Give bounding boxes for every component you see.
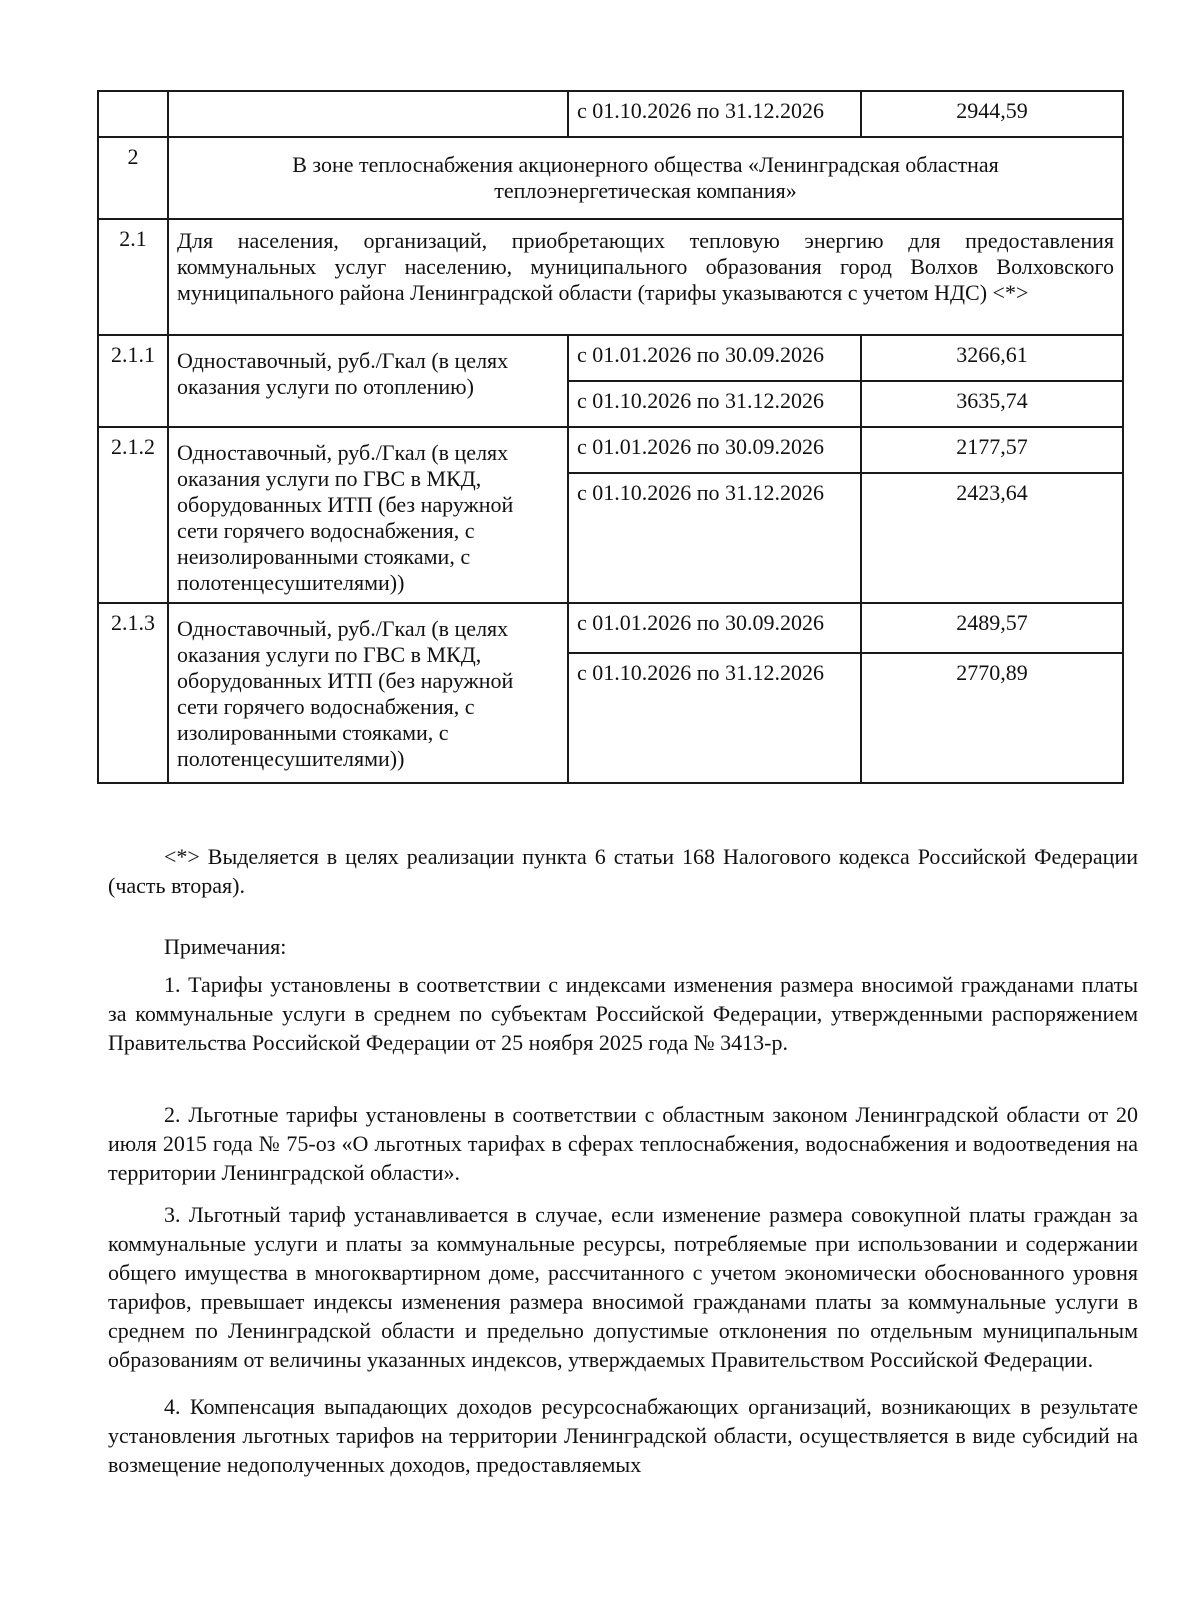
notes-title — [108, 932, 1138, 961]
row-number-cell — [98, 91, 168, 137]
tariff-table — [97, 90, 1124, 784]
notes-title-text: Примечания: — [164, 934, 287, 959]
table-row — [98, 335, 1123, 381]
description-cell: Одноставочный, руб./Гкал (в целях оказания услуги по отоплению) — [168, 335, 568, 427]
tariff-value-cell: 2423,64 — [861, 473, 1123, 603]
table-row — [98, 427, 1123, 473]
note-4 — [108, 1392, 1138, 1479]
table-row — [98, 91, 1123, 137]
row-number-cell: 2.1.2 — [98, 427, 168, 603]
tariff-value-cell: 2177,57 — [861, 427, 1123, 473]
note-text: 3. Льготный тариф устанавливается в случае, если изменение размера совокупной платы граждан за коммунальные услуги и платы за коммунальные ресурсы, потребляемые при использовании и содержании общего имущества в многоквартирном доме, рассчитанного с учетом экономически обоснованного уровня тарифов, превышает индексы изменения размера вносимой гражданами платы за коммунальные услуги в среднем по Ленинградской области и предельно допустимые отклонения по отдельным муниципальным образованиям от величины указанных индексов, утверждаемых Правительством Российской Федерации. — [108, 1202, 1138, 1372]
section-heading-cell: В зоне теплоснабжения акционерного общества «Ленинградская областная теплоэнергетическая компания» — [168, 137, 1123, 219]
footnote — [108, 842, 1138, 900]
note-3 — [108, 1200, 1138, 1374]
description-cell — [168, 91, 568, 137]
period-cell: с 01.01.2026 по 30.09.2026 — [568, 427, 861, 473]
row-number-cell: 2.1.3 — [98, 603, 168, 783]
row-number-cell: 2.1 — [98, 219, 168, 335]
note-2 — [108, 1100, 1138, 1187]
tariff-value-cell: 2944,59 — [861, 91, 1123, 137]
description-cell: Одноставочный, руб./Гкал (в целях оказания услуги по ГВС в МКД, оборудованных ИТП (без наружной сети горячего водоснабжения, с неизолированными стояками, с полотенцесушителями)) — [168, 427, 568, 603]
table-row — [98, 603, 1123, 653]
period-cell: с 01.01.2026 по 30.09.2026 — [568, 335, 861, 381]
period-cell: с 01.10.2026 по 31.12.2026 — [568, 91, 861, 137]
note-text: 1. Тарифы установлены в соответствии с индексами изменения размера вносимой гражданами платы за коммунальные услуги в среднем по субъектам Российской Федерации, утвержденными распоряжением Правительства Российской Федерации от 25 ноября 2025 года № 3413-р. — [108, 972, 1138, 1055]
period-cell: с 01.10.2026 по 31.12.2026 — [568, 653, 861, 783]
table-row — [98, 219, 1123, 335]
row-number-cell: 2.1.1 — [98, 335, 168, 427]
tariff-value-cell: 3635,74 — [861, 381, 1123, 427]
tariff-value-cell: 2489,57 — [861, 603, 1123, 653]
tariff-value-cell: 3266,61 — [861, 335, 1123, 381]
table-row — [98, 137, 1123, 219]
note-text: 2. Льготные тарифы установлены в соответствии с областным законом Ленинградской области от 20 июля 2015 года № 75-оз «О льготных тарифах в сферах теплоснабжения, водоснабжения и водоотведения на территории Ленинградской области». — [108, 1102, 1138, 1185]
footnote-text: <*> Выделяется в целях реализации пункта 6 статьи 168 Налогового кодекса Российской Федерации (часть вторая). — [108, 844, 1138, 898]
note-text: 4. Компенсация выпадающих доходов ресурсоснабжающих организаций, возникающих в результате установления льготных тарифов на территории Ленинградской области, осуществляется в виде субсидий на возмещение недополученных доходов, предоставляемых — [108, 1394, 1138, 1477]
period-cell: с 01.10.2026 по 31.12.2026 — [568, 381, 861, 427]
note-1 — [108, 970, 1138, 1057]
tariff-value-cell: 2770,89 — [861, 653, 1123, 783]
description-cell: Одноставочный, руб./Гкал (в целях оказания услуги по ГВС в МКД, оборудованных ИТП (без наружной сети горячего водоснабжения, с изолированными стояками, с полотенцесушителями)) — [168, 603, 568, 783]
period-cell: с 01.10.2026 по 31.12.2026 — [568, 473, 861, 603]
row-number-cell: 2 — [98, 137, 168, 219]
subsection-heading-cell: Для населения, организаций, приобретающих тепловую энергию для предоставления коммунальных услуг населению, муниципального образования город Волхов Волховского муниципального района Ленинградской области (тарифы указываются с учетом НДС) <*> — [168, 219, 1123, 335]
period-cell: с 01.01.2026 по 30.09.2026 — [568, 603, 861, 653]
